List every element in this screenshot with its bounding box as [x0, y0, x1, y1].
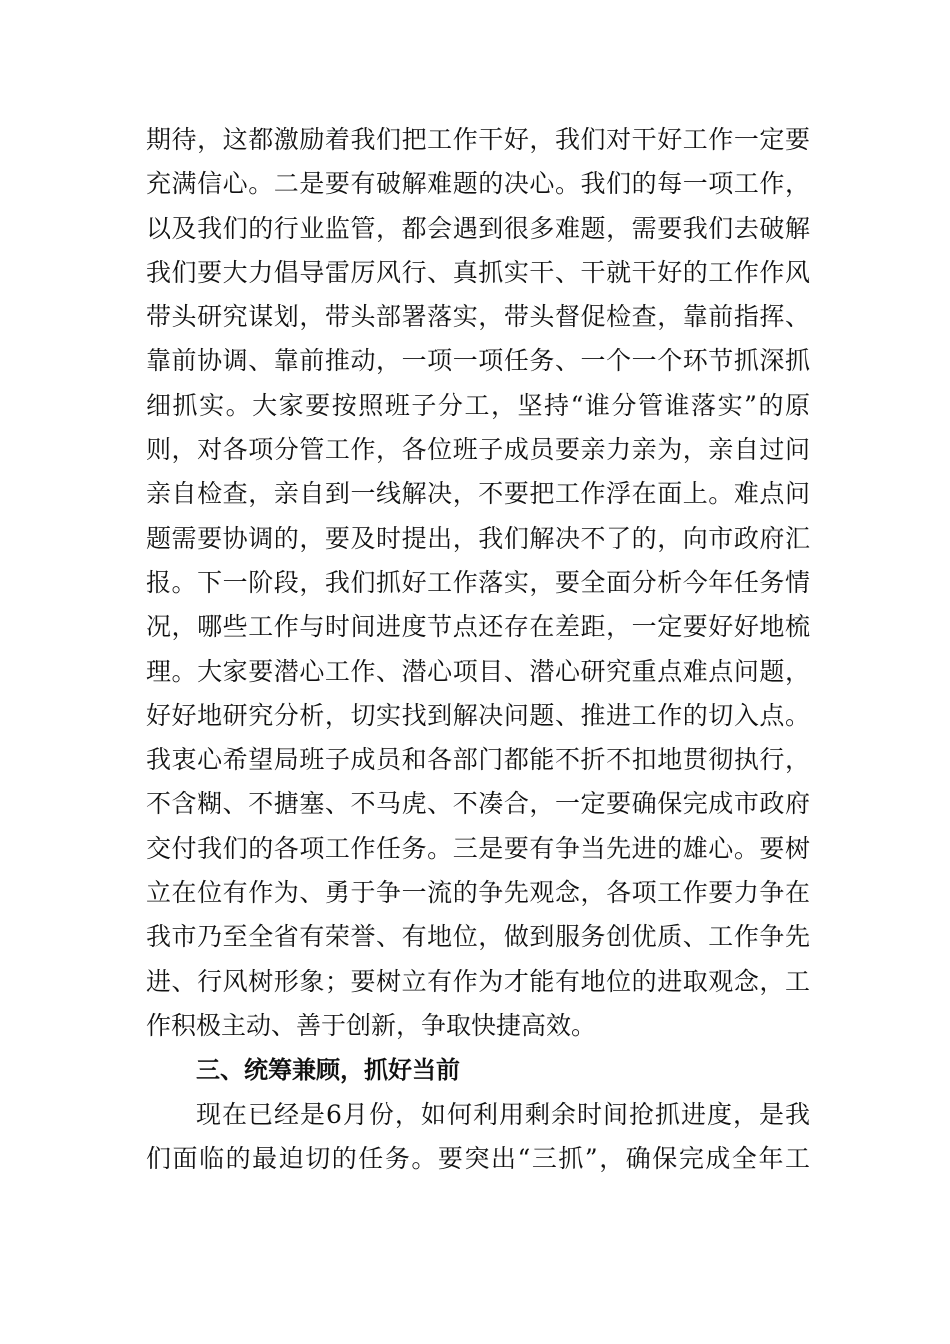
text-line: 我们要大力倡导雷厉风行、真抓实干、干就干好的工作作风 [146, 257, 810, 287]
text-line: 交付我们的各项工作任务。三是要有争当先进的雄心。要树 [146, 833, 810, 863]
text-line: 亲自检查，亲自到一线解决，不要把工作浮在面上。难点问 [146, 479, 810, 509]
text-line: 细抓实。大家要按照班子分工，坚持“谁分管谁落实”的原 [146, 390, 810, 420]
text-line: 立在位有作为、勇于争一流的争先观念，各项工作要力争在 [146, 878, 810, 908]
text-line: 进、行风树形象；要树立有作为才能有地位的进取观念，工 [146, 966, 810, 996]
text-line: 理。大家要潜心工作、潜心项目、潜心研究重点难点问题， [146, 656, 810, 686]
text-line: 作积极主动、善于创新，争取快捷高效。 [146, 1010, 597, 1040]
text-line: 不含糊、不搪塞、不马虎、不凑合，一定要确保完成市政府 [146, 789, 810, 819]
text-line: 则，对各项分管工作，各位班子成员要亲力亲为，亲自过问 [146, 435, 810, 465]
text-line: 现在已经是6月份，如何利用剩余时间抢抓进度，是我 [196, 1099, 810, 1129]
text-line: 带头研究谋划，带头部署落实，带头督促检查，靠前指挥、 [146, 302, 810, 332]
text-line: 充满信心。二是要有破解难题的决心。我们的每一项工作， [146, 169, 810, 199]
section-heading: 三、统筹兼顾，抓好当前 [196, 1056, 460, 1085]
text-line: 期待，这都激励着我们把工作干好，我们对干好工作一定要 [146, 125, 810, 154]
text-line: 靠前协调、靠前推动，一项一项任务、一个一个环节抓深抓 [146, 346, 810, 376]
text-line: 们面临的最迫切的任务。要突出“三抓”，确保完成全年工 [146, 1143, 810, 1173]
document-body [146, 118, 810, 1181]
text-line: 好好地研究分析，切实找到解决问题、推进工作的切入点。 [146, 700, 810, 730]
text-line: 我市乃至全省有荣誉、有地位，做到服务创优质、工作争先 [146, 922, 810, 952]
text-line: 题需要协调的，要及时提出，我们解决不了的，向市政府汇 [146, 523, 810, 553]
text-line: 况，哪些工作与时间进度节点还存在差距，一定要好好地梳 [146, 612, 810, 642]
text-line: 我衷心希望局班子成员和各部门都能不折不扣地贯彻执行， [146, 745, 810, 775]
text-line: 报。下一阶段，我们抓好工作落实，要全面分析今年任务情 [146, 567, 810, 597]
text-line: 以及我们的行业监管，都会遇到很多难题，需要我们去破解 [146, 213, 810, 243]
